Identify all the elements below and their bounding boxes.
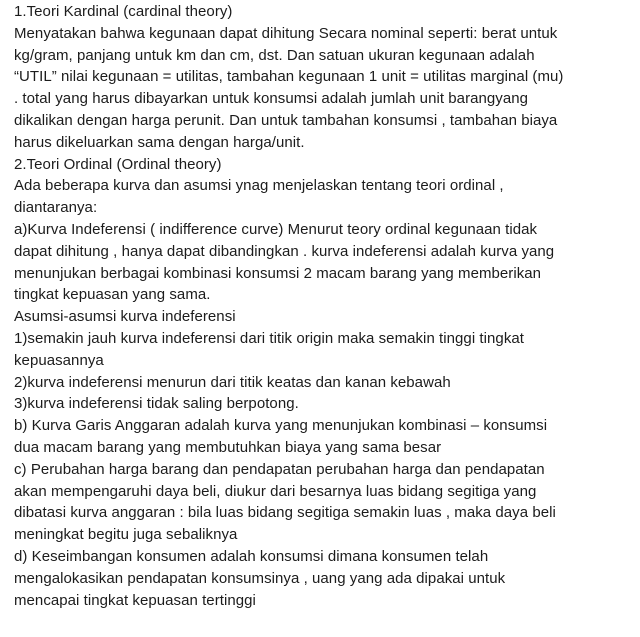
text-line: . total yang harus dibayarkan untuk konsumsi adalah jumlah unit barangyang [14,90,529,108]
text-line: 1)semakin jauh kurva indeferensi dari titik origin maka semakin tinggi tingkat [14,329,524,347]
text-line: a)Kurva Indeferensi ( indifference curve) Menurut teory ordinal kegunaan tidak [14,220,538,238]
text-line: d) Keseimbangan konsumen adalah konsumsi dimana konsumen telah [14,547,489,565]
text-line: dikalikan dengan harga perunit. Dan untuk tambahan konsumsi , tambahan biaya [14,111,558,129]
text-line: kg/gram, panjang untuk km dan cm, dst. Dan satuan ukuran kegunaan adalah [14,46,535,64]
text-line: dua macam barang yang membutuhkan biaya yang sama besar [14,438,442,456]
text-line: harus dikeluarkan sama dengan harga/unit. [14,133,305,151]
text-line: c) Perubahan harga barang dan pendapatan perubahan harga dan pendapatan [14,460,545,478]
text-line: diantaranya: [14,199,98,217]
text-line: mencapai tingkat kepuasan tertinggi [14,591,256,609]
text-line: kepuasannya [14,351,104,369]
text-line: 3)kurva indeferensi tidak saling berpotong. [14,395,299,413]
text-line: b) Kurva Garis Anggaran adalah kurva yang menunjukan kombinasi – konsumsi [14,417,548,435]
text-line: dapat dihitung , hanya dapat dibandingkan . kurva indeferensi adalah kurva yang [14,242,555,260]
document-body [14,1,634,611]
text-line: akan mempengaruhi daya beli, diukur dari besarnya luas bidang segitiga yang [14,482,537,500]
text-line: meningkat begitu juga sebaliknya [14,526,238,544]
text-line: tingkat kepuasan yang sama. [14,286,211,304]
text-line: Ada beberapa kurva dan asumsi ynag menjelaskan tentang teori ordinal , [14,177,504,195]
heading-ordinal-theory: 2.Teori Ordinal (Ordinal theory) [14,155,222,173]
text-line: Menyatakan bahwa kegunaan dapat dihitung Secara nominal seperti: berat untuk [14,24,558,42]
text-line: mengalokasikan pendapatan konsumsinya , uang yang ada dipakai untuk [14,569,506,587]
text-line: menunjukan berbagai kombinasi konsumsi 2 macam barang yang memberikan [14,264,542,282]
text-line: 2)kurva indeferensi menurun dari titik keatas dan kanan kebawah [14,373,451,391]
text-line: Asumsi-asumsi kurva indeferensi [14,308,236,326]
text-line: dibatasi kurva anggaran : bila luas bidang segitiga semakin luas , maka daya beli [14,504,556,522]
text-line: “UTIL” nilai kegunaan = utilitas, tambahan kegunaan 1 unit = utilitas marginal (mu) [14,68,564,86]
heading-cardinal-theory: 1.Teori Kardinal (cardinal theory) [14,3,233,20]
